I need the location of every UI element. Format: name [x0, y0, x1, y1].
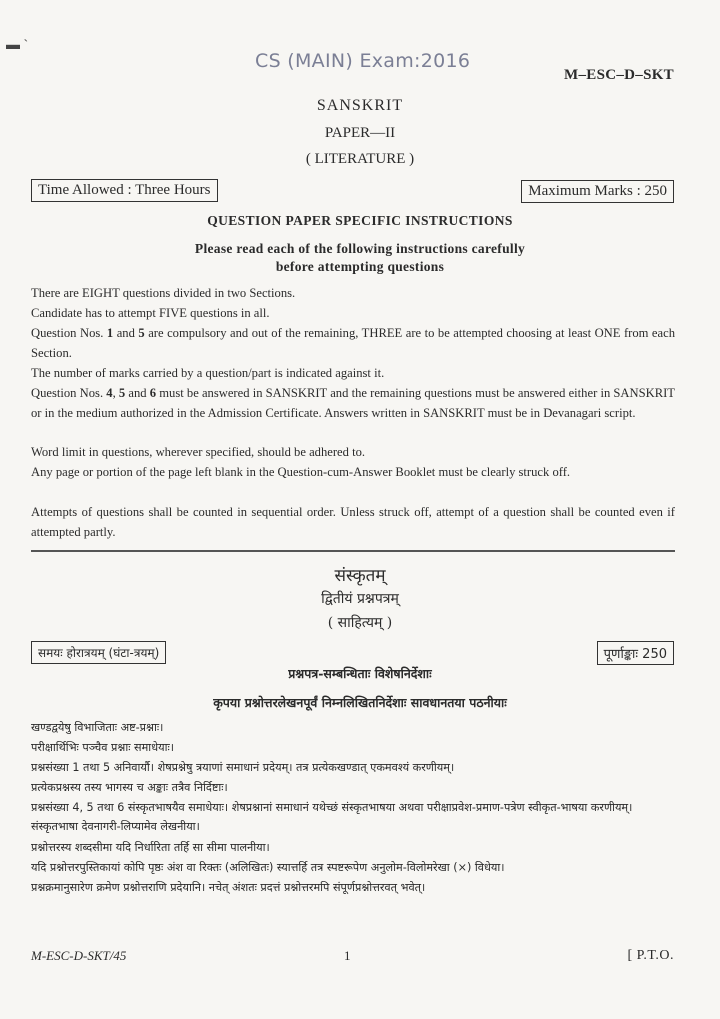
- instructions-heading: QUESTION PAPER SPECIFIC INSTRUCTIONS: [207, 213, 513, 228]
- instruction-3: Question Nos. 1 and 5 are compulsory and out of the remaining, THREE are to be attempted choosing at least ONE from each Section.: [31, 326, 675, 360]
- sanskrit-instruction-7: यदि प्रश्नोत्तरपुस्तिकायां कोपि पृष्ठः अंश वा रिक्तः (अलिखितः) स्यात्तर्हि तत्र स्पष्टरूपेण अनुलोम-विलोमरेखा (×) विधेया।: [31, 861, 505, 874]
- paper-number: PAPER—II: [324, 125, 396, 141]
- instruction-4: The number of marks carried by a question/part is indicated against it.: [31, 366, 385, 380]
- sanskrit-instruction-1: खण्डद्वयेषु विभाजिताः अष्ट-प्रश्नाः।: [31, 721, 164, 734]
- sanskrit-instruction-8: प्रश्नक्रमानुसारेण क्रमेण प्रश्नोत्तराणि प्रदेयानि। नचेत् अंशतः प्रदत्तं प्रश्नोत्तरमपि संपूर्णप्रश्नोत्तरवत् भवेत्।: [31, 881, 426, 894]
- instruction-1: There are EIGHT questions divided in two Sections.: [31, 286, 296, 300]
- time-allowed-box: Time Allowed : Three Hours: [31, 179, 218, 202]
- instruction-7: Any page or portion of the page left blank in the Question-cum-Answer Booklet must be clearly struck off.: [31, 465, 571, 479]
- instruction-2: Candidate has to attempt FIVE questions in all.: [31, 306, 270, 320]
- please-turn-over: [ P.T.O.: [627, 948, 674, 963]
- exam-stamp: CS (MAIN) Exam:2016: [255, 50, 471, 72]
- corner-mark: ▬ ˋ: [6, 38, 29, 53]
- instruction-6: Word limit in questions, wherever specified, should be adhered to.: [31, 445, 366, 459]
- footer-paper-code: M-ESC-D-SKT/45: [31, 948, 127, 963]
- instruction-5: Question Nos. 4, 5 and 6 must be answered in SANSKRIT and the remaining questions must be answered either in SANSKRIT or in the medium authorized in the Admission Certificate. Answers written in SANSKRIT must be in Devanagari script.: [31, 386, 675, 420]
- sanskrit-marks-box: पूर्णाङ्काः 250: [597, 641, 674, 665]
- sanskrit-subject-title: संस्कृतम्: [334, 566, 386, 586]
- instruction-8: Attempts of questions shall be counted in sequential order. Unless struck off, attempt of a question shall be counted even if attempted partly.: [31, 505, 675, 539]
- sanskrit-time-box: समयः होरात्रयम् (घंटा-त्रयम्): [31, 641, 166, 664]
- paper-code: M–ESC–D–SKT: [564, 67, 674, 83]
- sanskrit-instruction-3: प्रश्नसंख्या 1 तथा 5 अनिवार्यौ। शेषप्रश्नेषु त्रयाणां समाधानं प्रदेयम्। तत्र प्रत्येकखण्डात् एकमवश्यं करणीयम्।: [31, 761, 455, 774]
- sanskrit-instruction-5: प्रश्नसंख्या 4, 5 तथा 6 संस्कृतभाषयैव समाधेयाः। शेषप्रश्नानां समाधानं यथेच्छं संस्कृतभाषया अथवा परीक्षाप्रवेश-प्रमाण-पत्रेण स्वीकृत-भाषया करणीयम्। संस्कृतभाषा देवनागरी-लिप्यामेव लेखनीया।: [31, 801, 633, 834]
- sanskrit-read-instructions: कृपया प्रश्नोत्तरलेखनपूर्वं निम्नलिखितनिर्देशाः सावधानतया पठनीयाः: [213, 695, 507, 710]
- read-instructions-line-1: Please read each of the following instructions carefully: [194, 241, 526, 256]
- sanskrit-paper-number: द्वितीयं प्रश्नपत्रम्: [321, 591, 399, 607]
- paper-subtitle: ( LITERATURE ): [305, 151, 415, 167]
- section-divider: [31, 550, 675, 552]
- read-instructions-line-2: before attempting questions: [275, 259, 445, 274]
- sanskrit-instructions-heading: प्रश्नपत्र-सम्बन्धिताः विशेषनिर्देशाः: [288, 666, 432, 681]
- page-number: 1: [344, 948, 351, 963]
- sanskrit-instruction-2: परीक्षार्थिभिः पञ्चैव प्रश्नाः समाधेयाः।: [31, 741, 174, 754]
- maximum-marks-box: Maximum Marks : 250: [521, 180, 674, 203]
- sanskrit-paper-subtitle: ( साहित्यम् ): [327, 615, 393, 631]
- sanskrit-instruction-4: प्रत्येकप्रश्नस्य तस्य भागस्य च अङ्काः तत्रैव निर्दिष्टाः।: [31, 781, 228, 794]
- subject-title: SANSKRIT: [316, 97, 404, 114]
- sanskrit-instruction-6: प्रश्नोत्तरस्य शब्दसीमा यदि निर्धारिता तर्हि सा सीमा पालनीया।: [31, 841, 270, 854]
